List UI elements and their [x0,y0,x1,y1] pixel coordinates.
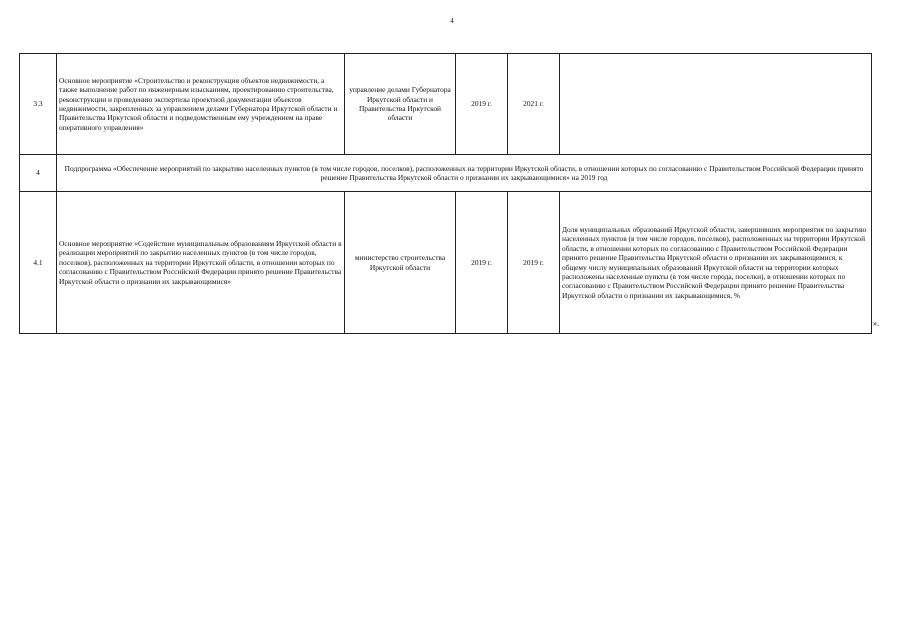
responsible-executor: министерство строительства Иркутской области [345,192,456,334]
row-number: 4 [20,155,57,192]
closing-quote-mark: ». [873,319,879,328]
row-number: 3.3 [20,54,57,155]
table-row-3-3 [20,54,872,155]
end-year: 2021 г. [508,54,560,155]
program-activities-table [19,53,872,334]
responsible-executor: управление делами Губернатора Иркутской области и Правительства Иркутской области [345,54,456,155]
activity-description: Основное мероприятие «Строительство и реконструкция объектов недвижимости, а также выполнение работ по инженерным изысканиям, проектированию строительства, реконструкции и проведению экспертизы проектной документации объектов недвижимости, закрепленных за управлением делами Губернатора Иркутской области и Правительства Иркутской области и подведомственным ему учреждением на праве оперативного управления» [57,54,345,155]
start-year: 2019 г. [456,54,508,155]
subprogram-title: Подпрограмма «Обеспечение мероприятий по закрытию населенных пунктов (в том числе городов, поселков), расположенных на территории Иркутской области, в отношении которых по согласованию с Правительством Российской Федерации принято решение Правительства Иркутской области о признании их закрывающимися» на 2019 год [57,155,872,192]
page-number: 4 [450,17,454,25]
table-row-4 [20,155,872,192]
target-indicator [560,54,872,155]
end-year: 2019 г. [508,192,560,334]
activity-description: Основное мероприятие «Содействие муниципальным образованиям Иркутской области в реализации мероприятий по закрытию населенных пунктов (в том числе городов, поселков), расположенных на территории Иркутской области, в отношении которых по согласованию с Правительством Российской Федерации принято решение Правительства Иркутской области о признании их закрывающимися» [57,192,345,334]
table-row-4-1 [20,192,872,334]
start-year: 2019 г. [456,192,508,334]
row-number: 4.1 [20,192,57,334]
target-indicator: Доля муниципальных образований Иркутской области, завершивших мероприятия по закрытию населенных пунктов (в том числе городов, поселков), расположенных на территории Иркутской области, в отношении которых по согласованию с Правительством Российской Федерации принято решение Правительства Иркутской области о признании их закрывающимися, к общему числу муниципальных образований Иркутской области на территории которых расположены населенные пункты (в том числе города, поселки), в отношении которых по согласованию с Правительством Российской Федерации принято решение Правительства Иркутской области о признании их закрывающимися, % [560,192,872,334]
